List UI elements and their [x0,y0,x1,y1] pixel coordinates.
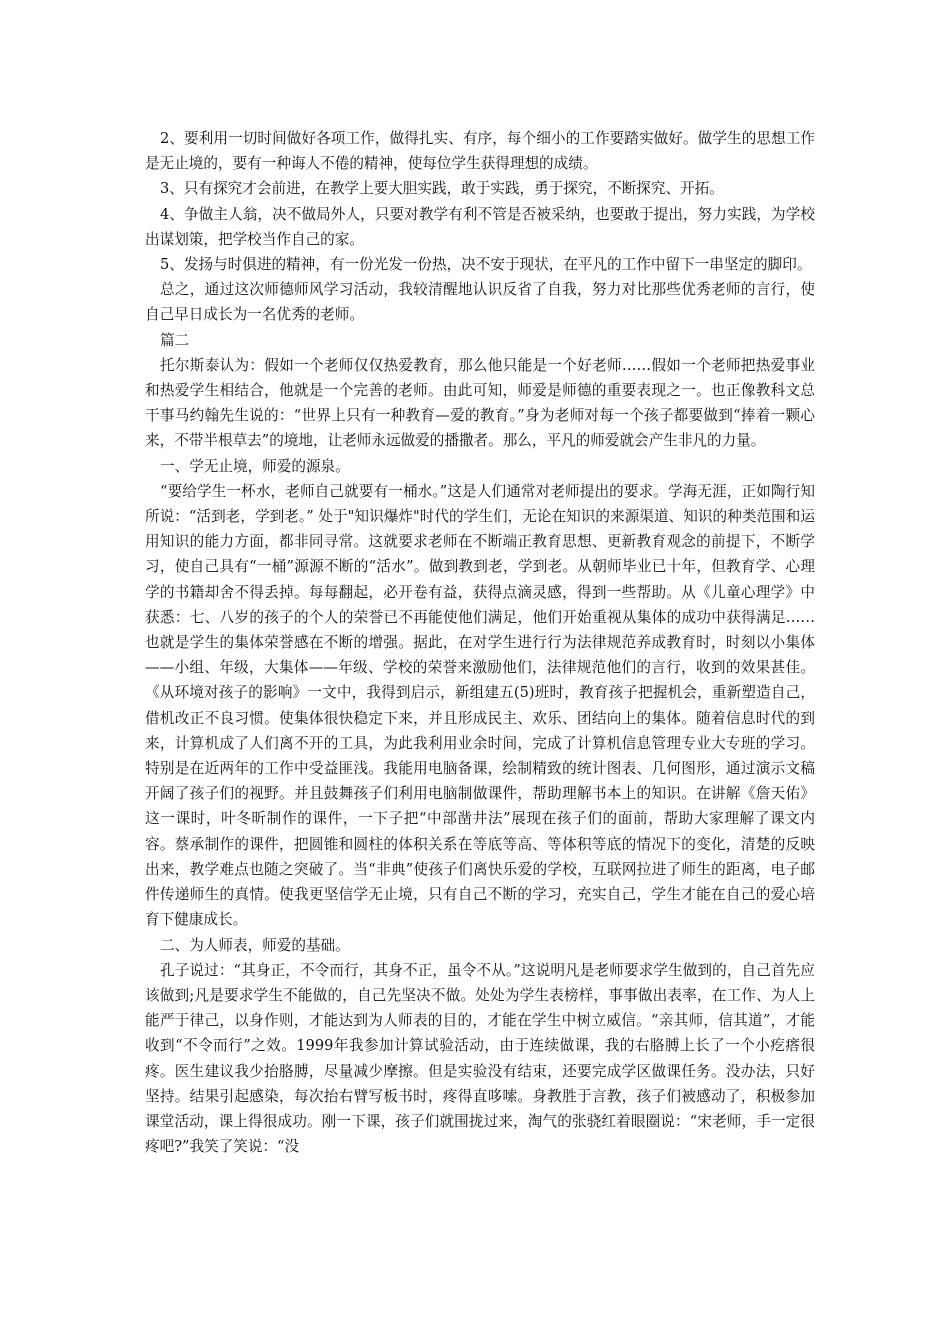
subheading-role-model: 二、为人师表，师爱的基础。 [160,936,350,954]
paragraph-point-3: 3、只有探究才会前进，在教学上要大胆实践，敢于实践，勇于探究，不断探究、开拓。 [160,180,724,198]
paragraph-tolstoy-intro: 托尔斯泰认为：假如一个老师仅仅热爱教育，那么他只能是一个好老师……假如一个老师把热爱事业和热爱学生相结合，他就是一个完善的老师。由此可知，师爱是师德的重要表现之一。也正像教科文总干事马约翰先生说的：“世界上只有一种教育—爱的教育。”身为老师对每一个孩子都要做到“捧着一颗心来，不带半根草去”的境地，让老师永远做爱的播撒者。那么，平凡的师爱就会产生非凡的力量。 [145,356,815,450]
document-body [145,126,815,1159]
subheading-learning: 一、学无止境，师爱的源泉。 [160,457,350,475]
paragraph-point-5: 5、发扬与时俱进的精神，有一份光发一份热，决不安于现状，在平凡的工作中留下一串坚定的脚印。 [160,256,812,274]
paragraph-point-2: 2、要利用一切时间做好各项工作，做得扎实、有序，每个细小的工作要踏实做好。做学生的思想工作是无止境的，要有一种诲人不倦的精神，使每位学生获得理想的成绩。 [145,130,815,173]
paragraph-learning-body: “要给学生一杯水，老师自己就要有一桶水。”这是人们通常对老师提出的要求。学海无涯，正如陶行知所说：“活到老，学到老。” 处于"知识爆炸"时代的学生们，无论在知识的来源渠道、知识的种类范围和运用知识的能力方面，都非同寻常。这就要求老师在不断端正教育思想、更新教育观念的前提下，不断学习，使自己具有“一桶”源源不断的“活水”。做到教到老，学到老。从朝师毕业已十年，但教育学、心理学的书籍却舍不得丢掉。每每翻起，必开卷有益，获得点滴灵感，得到一些帮助。从《儿童心理学》中获悉：七、八岁的孩子的个人的荣誉已不再能使他们满足，他们开始重视从集体的成功中获得满足……也就是学生的集体荣誉感在不断的增强。据此，在对学生进行行为法律规范养成教育时，时刻以小集体——小组、年级，大集体——年级、学校的荣誉来激励他们，法律规范他们的言行，收到的效果甚佳。《从环境对孩子的影响》一文中，我得到启示，新组建五(5)班时，教育孩子把握机会，重新塑造自己，借机改正不良习惯。使集体很快稳定下来，并且形成民主、欢乐、团结向上的集体。随着信息时代的到来，计算机成了人们离不开的工具，为此我利用业余时间，完成了计算机信息管理专业大专班的学习。特别是在近两年的工作中受益匪浅。我能用电脑备课，绘制精致的统计图表、几何图形，通过演示文稿开阔了孩子们的视野。并且鼓舞孩子们利用电脑制做课件，帮助理解书本上的知识。在讲解《詹天佑》这一课时，叶冬昕制作的课件，一下子把“中部凿井法”展现在孩子们的面前，帮助大家理解了课文内容。蔡承制作的课件，把圆锥和圆柱的体积关系在等底等高、等体积等底的情况下的变化，清楚的反映出来，教学难点也随之突破了。当“非典”使孩子们离快乐爱的学校，互联网拉进了师生的距离，电子邮件传递师生的真情。使我更坚信学无止境，只有自己不断的学习，充实自己，学生才能在自己的爱心培育下健康成长。 [145,482,815,929]
section-heading-part-two: 篇二 [160,331,190,349]
paragraph-point-4: 4、争做主人翁，决不做局外人，只要对教学有利不管是否被采纳，也要敢于提出，努力实践，为学校出谋划策，把学校当作自己的家。 [145,205,815,248]
paragraph-role-model-body: 孔子说过：“其身正，不令而行，其身不正，虽令不从。”这说明凡是老师要求学生做到的，自己首先应该做到;凡是要求学生不能做的，自己先坚决不做。处处为学生表榜样，事事做出表率，在工作、为人上能严于律己，以身作则，才能达到为人师表的目的，才能在学生中树立威信。“亲其师，信其道”，才能收到“不令而行”之效。1999年我参加计算试验活动，由于连续做课，我的右胳膊上长了一个小疙瘩很疼。医生建议我少抬胳膊，尽量减少摩擦。但是实验没有结束，还要完成学区做课任务。没办法，只好坚持。结果引起感染，每次抬右臂写板书时，疼得直哆嗦。身教胜于言教，孩子们被感动了，积极参加课堂活动，课上得很成功。刚一下课，孩子们就围拢过来，淘气的张骁红着眼圈说：“宋老师，手一定很疼吧?”我笑了笑说：“没 [145,961,815,1156]
paragraph-summary: 总之，通过这次师德师风学习活动，我较清醒地认识反省了自我，努力对比那些优秀老师的言行，使自己早日成长为一名优秀的老师。 [145,281,815,324]
